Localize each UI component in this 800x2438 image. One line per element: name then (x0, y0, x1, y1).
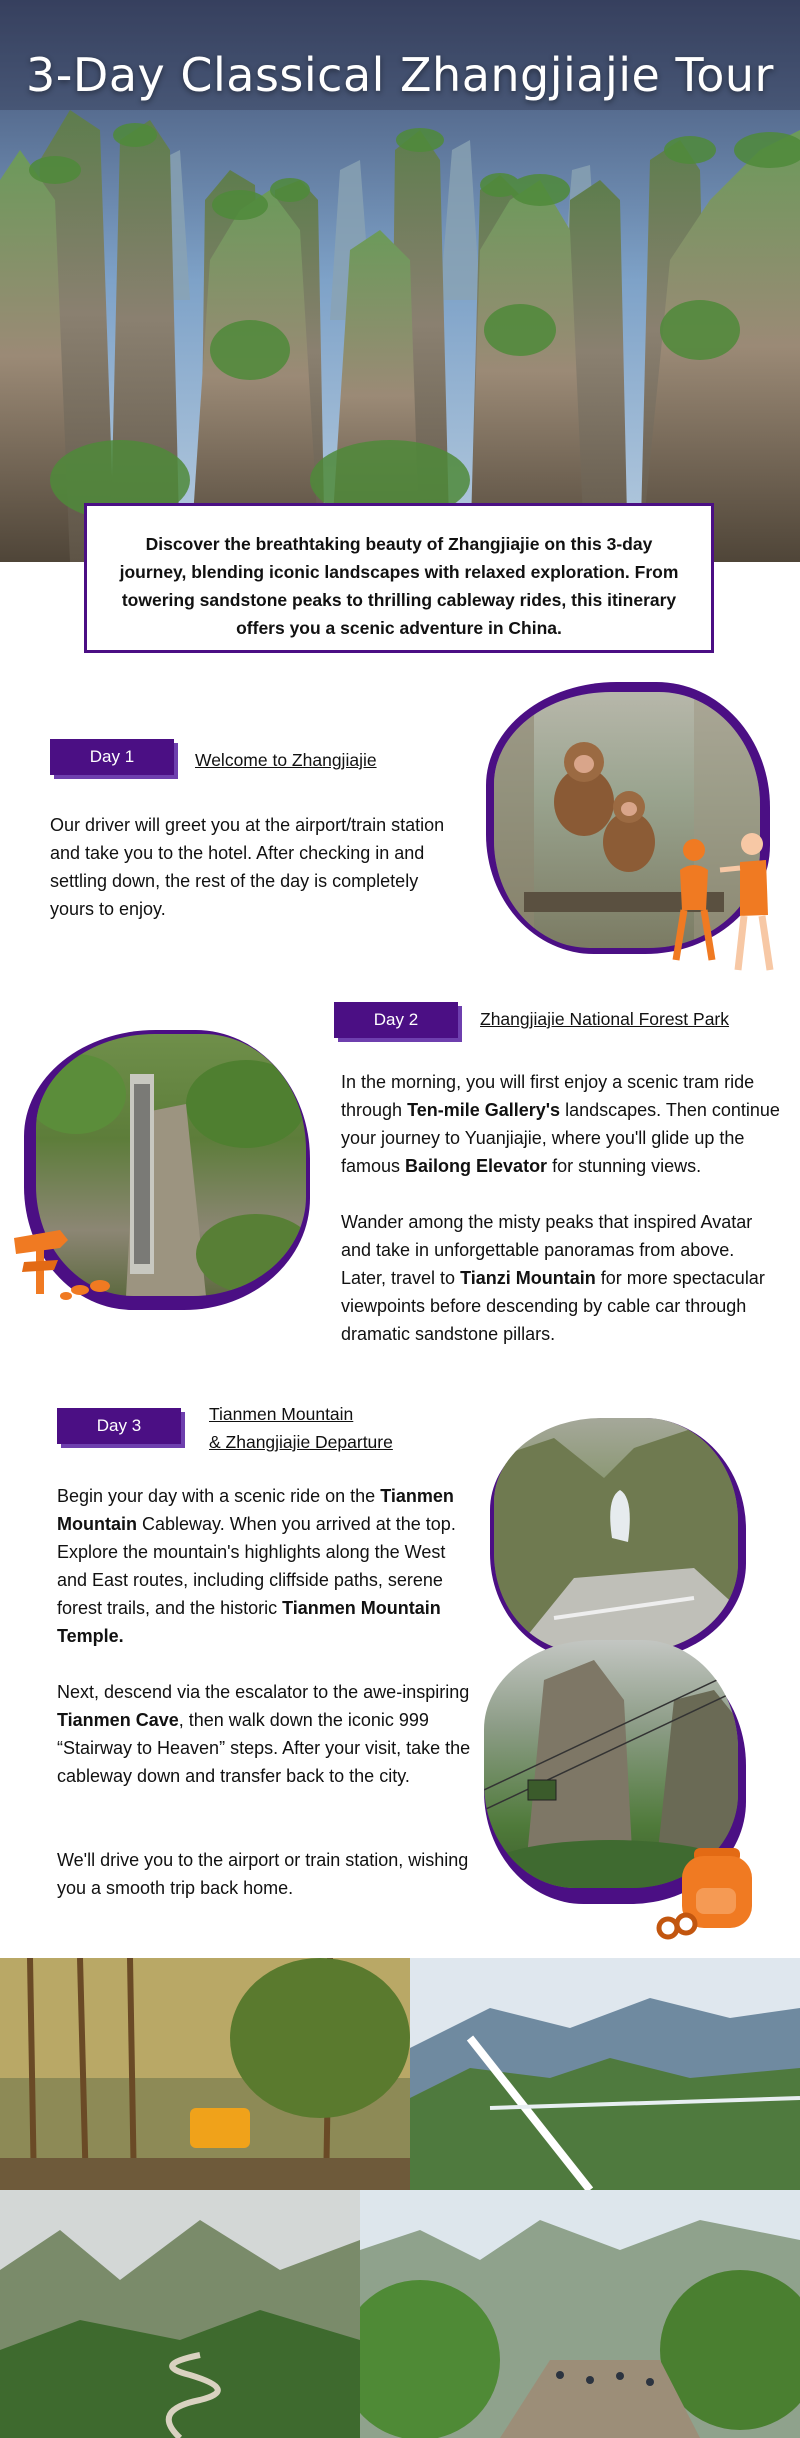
body-text: , then walk down the iconic 999 “Stairway to Heaven” steps. After your visit, take the cableway down and transfer back to the city. (57, 1710, 471, 1786)
gallery-winding-road-photo (0, 2190, 360, 2438)
day3-para3 (57, 1846, 477, 1902)
day3-title-line1: Tianmen Mountain (209, 1404, 354, 1424)
highlight-text: Ten-mile Gallery's (407, 1100, 561, 1120)
highlight-text: Tianmen Mountain (57, 1486, 454, 1534)
body-text: Begin your day with a scenic ride on the (57, 1486, 381, 1506)
travelers-illustration (660, 830, 790, 980)
intro-box (84, 503, 714, 653)
day3-para1 (57, 1482, 477, 1650)
day1-text: Our driver will greet you at the airport/train station and take you to the hotel. After checking in and settling down, the rest of the day is completely yours to enjoy. (50, 815, 445, 919)
day1-title: Welcome to Zhangjiajie (195, 750, 377, 770)
highlight-text: Tianzi Mountain (460, 1268, 596, 1288)
day2-title: Zhangjiajie National Forest Park (480, 1009, 730, 1029)
backpack-icon (654, 1842, 764, 1942)
day1-tag: Day 1 (50, 739, 174, 775)
day3-tag: Day 3 (57, 1408, 181, 1444)
highlight-text: Bailong Elevator (405, 1156, 548, 1176)
day2-tag: Day 2 (334, 1002, 458, 1038)
highlight-text: Tianmen Mountain Temple. (57, 1598, 441, 1646)
gallery-glass-bridge-photo (410, 1958, 800, 2190)
intro-text: Discover the breathtaking beauty of Zhangjiajie on this 3-day journey, blending iconic landscapes with relaxed exploration. From towering sandstone peaks to thrilling cableway rides, this itinerary offers you a scenic adventure in China. (119, 534, 679, 638)
tianmen-cave-photo (494, 1418, 738, 1652)
gallery-tram-photo (0, 1958, 410, 2190)
day3-title-line2: & Zhangjiajie Departure (209, 1432, 393, 1452)
body-text: Cableway. When you arrived at the top. Explore the mountain's highlights along the West and East routes, including cliffside paths, serene forest trails, and the historic (57, 1514, 456, 1618)
body-text: for more spectacular viewpoints before descending by cable car through dramatic sandstone pillars. (341, 1268, 765, 1344)
highlight-text: Tianmen Cave (57, 1710, 179, 1730)
body-text: Next, descend via the escalator to the awe-inspiring (57, 1682, 470, 1702)
day2-para1 (341, 1068, 781, 1180)
body-text: landscapes. Then continue your journey to Yuanjiajie, where you'll glide up the famous (341, 1100, 780, 1176)
signpost-icon (10, 1214, 120, 1304)
day3-para2 (57, 1678, 477, 1790)
body-text: We'll drive you to the airport or train station, wishing you a smooth trip back home. (57, 1850, 469, 1898)
page-title: 3-Day Classical Zhangjiajie Tour (26, 48, 774, 102)
day2-para2 (341, 1208, 781, 1348)
gallery-viewpoint-photo (360, 2190, 800, 2438)
body-text: In the morning, you will first enjoy a scenic tram ride through (341, 1072, 755, 1120)
body-text: for stunning views. (547, 1156, 702, 1176)
body-text: Wander among the misty peaks that inspired Avatar and take in unforgettable panoramas from above. Later, travel to (341, 1212, 753, 1288)
